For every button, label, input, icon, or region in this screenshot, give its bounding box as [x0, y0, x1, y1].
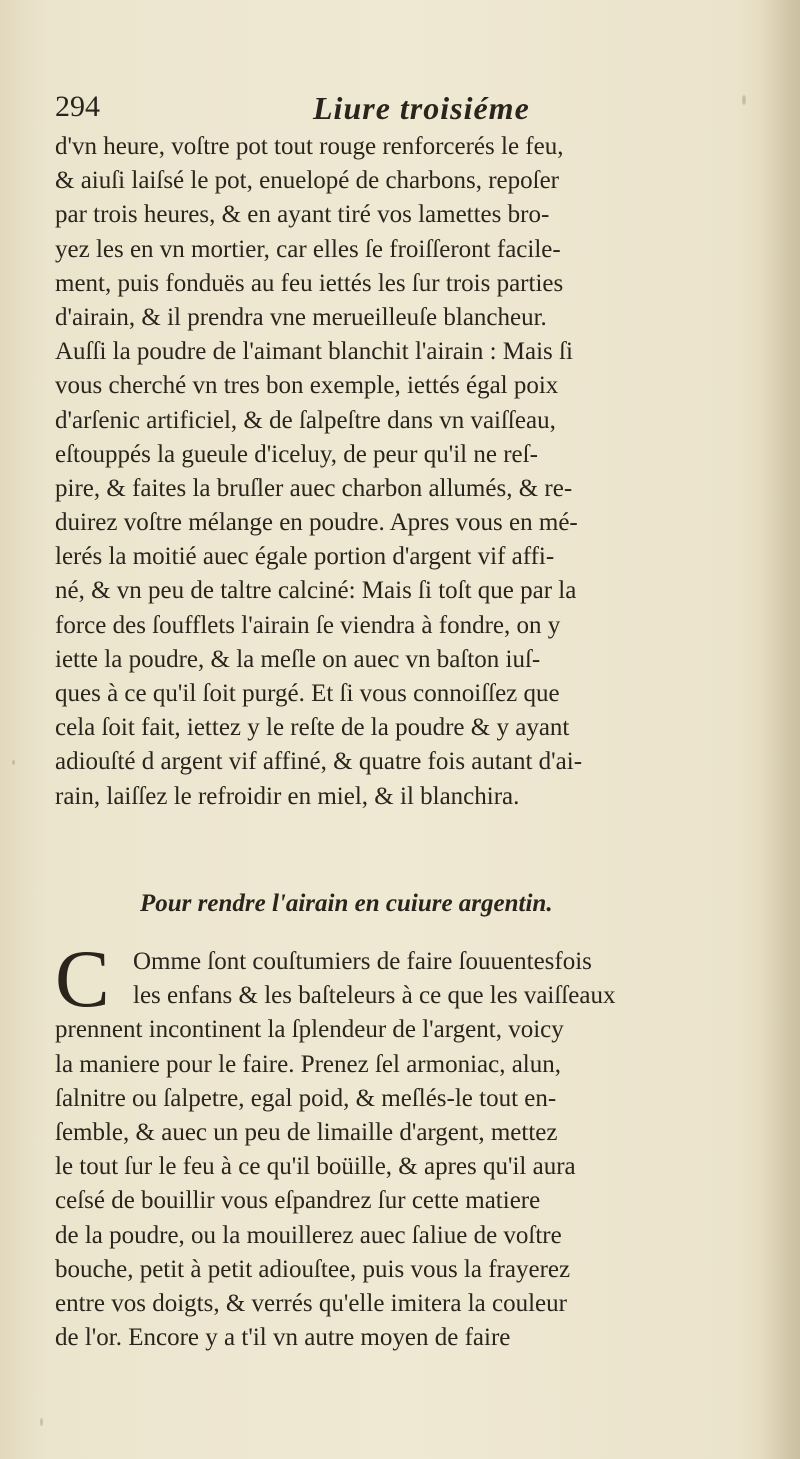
text-line: par trois heures, & en ayant tiré vos lamettes bro-	[55, 201, 550, 229]
text-line: Omme ſont couſtumiers de faire ſouuentesfois	[133, 948, 592, 975]
text-line: né, & vn peu de taltre calciné: Mais ſi toſt que par la	[55, 577, 577, 605]
text-line: & aiuſi laiſsé le pot, enuelopé de charbons, repoſer	[55, 167, 559, 195]
paragraph-1	[55, 130, 770, 814]
page-header	[55, 90, 755, 134]
text-line: d'vn heure, voſtre pot tout rouge renforcerés le feu,	[55, 133, 564, 160]
text-line: de la poudre, ou la mouillerez auec ſaliue de voſtre	[55, 1221, 562, 1249]
drop-cap: C	[55, 933, 110, 1024]
text-line: la maniere pour le faire. Prenez ſel armoniac, alun,	[55, 1050, 562, 1078]
text-line: de l'or. Encore y a t'il vn autre moyen de faire	[55, 1324, 511, 1352]
text-line: ceſsé de bouillir vous eſpandrez ſur cette matiere	[55, 1187, 541, 1215]
text-line: Auſſi la poudre de l'aimant blanchit l'airain : Mais ſi	[55, 338, 573, 366]
text-line: eſtouppés la gueule d'iceluy, de peur qu'il ne reſ-	[55, 440, 538, 468]
text-line: iette la poudre, & la meſle on auec vn baſton iuſ-	[55, 645, 541, 673]
text-line: duirez voſtre mélange en poudre. Apres vous en mé-	[55, 509, 578, 537]
text-line: ſemble, & auec un peu de limaille d'argent, mettez	[55, 1118, 558, 1146]
page-number: 294	[55, 90, 100, 123]
text-line: rain, laiſſez le refroidir en miel, & il blanchira.	[55, 782, 520, 810]
text-line: yez les en vn mortier, car elles ſe froiſſeront facile-	[55, 235, 561, 263]
text-line: entre vos doigts, & verrés qu'elle imitera la couleur	[55, 1289, 567, 1317]
text-line: d'airain, & il prendra vne merueilleuſe blancheur.	[55, 303, 547, 331]
paper-blemish	[742, 95, 746, 105]
running-title: Liure troisiéme	[313, 90, 530, 126]
text-line: lerés la moitié auec égale portion d'argent vif affi-	[55, 543, 555, 571]
text-line: prennent incontinent la ſplendeur de l'argent, voicy	[55, 1016, 564, 1044]
text-line: adiouſté d argent vif affiné, & quatre fois autant d'ai-	[55, 748, 583, 776]
text-line: le tout ſur le feu à ce qu'il boüille, & apres qu'il aura	[55, 1153, 576, 1181]
text-line: cela ſoit fait, iettez y le reſte de la poudre & y ayant	[55, 714, 570, 742]
text-line: d'arſenic artificiel, & de ſalpeſtre dans vn vaiſſeau,	[55, 406, 556, 434]
section-heading: Pour rendre l'airain en cuiure argentin.	[140, 890, 553, 917]
paper-blemish	[12, 760, 15, 765]
paper-blemish	[40, 1418, 43, 1426]
text-line: les enfans & les baſteleurs à ce que les vaiſſeaux	[133, 982, 616, 1010]
text-line: force des ſoufflets l'airain ſe viendra à fondre, on y	[55, 611, 561, 639]
text-line: vous cherché vn tres bon exemple, iettés égal poix	[55, 372, 559, 400]
text-line: pire, & faites la bruſler auec charbon allumés, & re-	[55, 474, 573, 502]
paragraph-2	[55, 933, 770, 1355]
text-line: ſalnitre ou ſalpetre, egal poid, & meſlés-le tout en-	[55, 1084, 557, 1112]
text-line: bouche, petit à petit adiouſtee, puis vous la frayerez	[55, 1255, 571, 1283]
text-line: ment, puis fonduës au feu iettés les ſur trois parties	[55, 269, 564, 297]
text-line: ques à ce qu'il ſoit purgé. Et ſi vous connoiſſez que	[55, 680, 560, 707]
